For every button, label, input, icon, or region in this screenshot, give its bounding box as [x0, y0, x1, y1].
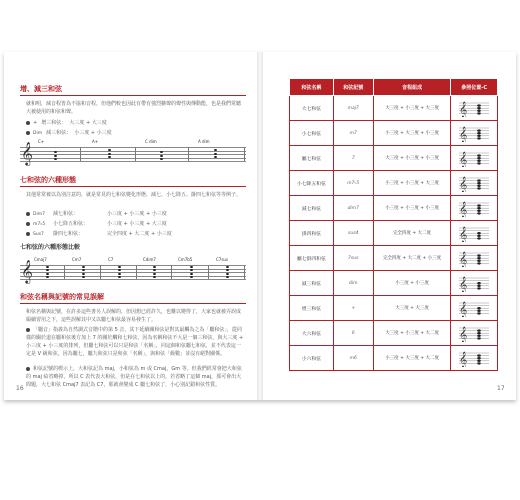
table-row — [290, 346, 498, 371]
chord-name-cell: 增三和弦 — [290, 296, 334, 321]
column-header: 音程組成 — [373, 79, 451, 96]
chord-label: A dim — [198, 139, 210, 144]
list-item: Dim 減三和弦： 小三度 + 小三度 — [26, 129, 112, 138]
treble-clef-icon: 𝄞 — [459, 352, 468, 367]
interval-cell: 完全四度 + 大二度 + 小三度 — [373, 246, 451, 271]
interval-cell: 小三度 + 大三度 + 大二度 — [373, 346, 451, 371]
section-divider — [20, 303, 246, 304]
right-page — [263, 52, 516, 400]
chord-symbol-cell: m7♭5 — [333, 171, 373, 196]
treble-clef-icon: 𝄞 — [21, 141, 33, 165]
chord-label: Cm7b5 — [178, 257, 193, 262]
chord-symbol-cell: + — [333, 296, 373, 321]
chord-name-cell: 大七和弦 — [290, 96, 334, 121]
treble-clef-icon: 𝄞 — [459, 102, 468, 117]
mini-staff-icon — [457, 324, 491, 342]
table-row — [290, 121, 498, 146]
list-item: m7♭5 小七降五和弦： 小三度 + 小三度 + 大三度 — [26, 220, 167, 229]
chord-name-cell: 屬七掛四和弦 — [290, 246, 334, 271]
treble-clef-icon: 𝄞 — [459, 202, 468, 217]
list-item: 「屬音」指義為自然調式音階中的第 5 音，其下延續關和弦是對其最觸為之為「屬和弦」，從同樣的關於道在屬和弦後方加上 7 的關於觸和七和弦，因為名稱和弦不大是一個三和弦，與大三度 + 小三度 + 小三度的排列，但屬七和弦可以只是和弦「名稱」，同這個和弦屬七和弦，並不代表這一定是 V 級和弦，因為屬七，屬九和弦只是和弦「名稱」，與和弦「級數」並沒有絕對關係。 — [26, 327, 244, 357]
mini-staff-icon — [457, 249, 491, 267]
bullet-icon — [26, 367, 30, 371]
mini-staff-icon — [457, 274, 491, 292]
chord-symbol-cell: m6 — [333, 346, 373, 371]
chord-symbol-cell: 6 — [333, 321, 373, 346]
section-body: 其他常常被以為別注意的，就是常見的七和弦變化形態，減七、小七降五、掛四七和弦等等例子。 — [26, 192, 242, 198]
table-body — [290, 96, 498, 371]
list-item: Sus7 掛四七和弦： 完全四度 + 大二度 + 小三度 — [26, 230, 172, 239]
left-page — [4, 52, 257, 400]
table-row — [290, 196, 498, 221]
chord-label: C dim — [145, 139, 157, 144]
mini-staff-icon — [457, 99, 491, 117]
reference-staff-cell — [451, 196, 498, 221]
chord-symbol-cell: sus4 — [333, 221, 373, 246]
chord-name-cell: 大六和弦 — [290, 321, 334, 346]
bullet-icon — [26, 212, 30, 216]
chord-symbol-cell: 7 — [333, 146, 373, 171]
treble-clef-icon: 𝄞 — [459, 252, 468, 267]
treble-clef-icon: 𝄞 — [459, 227, 468, 242]
mini-staff-icon — [457, 299, 491, 317]
mini-staff-icon — [457, 349, 491, 367]
bullet-icon — [26, 222, 30, 226]
chord-label: Cm7 — [72, 257, 82, 262]
subheading: 七和弦的六種形態比較 — [20, 244, 81, 251]
chord-symbol-cell: dim7 — [333, 196, 373, 221]
column-header: 和弦名稱 — [290, 79, 334, 96]
chord-name-cell: 小六和弦 — [290, 346, 334, 371]
page-number: 16 — [16, 385, 24, 392]
table-row — [290, 146, 498, 171]
interval-cell: 小三度 + 大三度 + 小三度 — [373, 121, 451, 146]
list-item: + 增三和弦： 大三度 + 大三度 — [26, 119, 107, 127]
chord-name-cell: 屬七和弦 — [290, 146, 334, 171]
section-body: 就和明，減音程皆為不協和音程，但他們較也因此有帶有強烈擴聲的聲性與傳動能，也是我們常聽大被使用的和弦和聲。 — [26, 101, 242, 115]
table-row — [290, 271, 498, 296]
mini-staff-icon — [457, 149, 491, 167]
column-header: 和弦記號 — [333, 79, 373, 96]
reference-staff-cell — [451, 271, 498, 296]
book-spread — [4, 52, 516, 400]
interval-cell: 小三度 + 小三度 + 小三度 — [373, 196, 451, 221]
reference-staff-cell — [451, 146, 498, 171]
treble-clef-icon: 𝄞 — [459, 277, 468, 292]
chord-label: Cmaj7 — [34, 257, 47, 262]
mini-staff-icon — [457, 224, 491, 242]
page-number: 17 — [497, 385, 505, 392]
interval-cell: 大三度 + 小三度 + 小三度 — [373, 146, 451, 171]
bullet-icon — [26, 328, 30, 332]
table-header-row — [290, 79, 498, 96]
interval-cell: 小三度 + 小三度 + 大三度 — [373, 171, 451, 196]
treble-clef-icon: 𝄞 — [459, 177, 468, 192]
reference-staff-cell — [451, 296, 498, 321]
column-header: 參照位置-C — [451, 79, 498, 96]
chord-table — [289, 78, 498, 371]
mini-staff-icon — [457, 124, 491, 142]
table-row — [290, 321, 498, 346]
list-item: 和弦記號的標示上，大和弦記為 maj，小和弦為 m 或 Cmaj，Gm 等。但我們經常會把大和弦的 maj 給省略掉，所以 C 表代表大和弦，但是在七和弦以上的，若省略了這個 maj，那可會出大問題，大七和弦 Cmaj7 表記為 C7，那就會變成 C 屬七和弦了，小心別記錯和弦性質。 — [26, 366, 242, 388]
list-item: Dim7 減七和弦： 小三度 + 小三度 + 小三度 — [26, 210, 167, 219]
reference-staff-cell — [451, 321, 498, 346]
treble-clef-icon: 𝄞 — [21, 259, 33, 283]
music-staff-seventh-chords — [20, 257, 246, 283]
section-title-misconceptions: 和弦名稱與記號的常見誤解 — [20, 293, 104, 301]
chord-label: C7sus — [216, 257, 229, 262]
mini-staff-icon — [457, 174, 491, 192]
reference-staff-cell — [451, 121, 498, 146]
chord-name-cell: 減七和弦 — [290, 196, 334, 221]
reference-staff-cell — [451, 171, 498, 196]
bullet-icon — [26, 232, 30, 236]
table-row — [290, 96, 498, 121]
chord-symbol-cell: maj7 — [333, 96, 373, 121]
bullet-icon — [26, 131, 30, 135]
chord-label: Cdim7 — [143, 257, 156, 262]
treble-clef-icon: 𝄞 — [459, 302, 468, 317]
treble-clef-icon: 𝄞 — [459, 152, 468, 167]
interval-cell: 小三度 + 小三度 — [373, 271, 451, 296]
mini-staff-icon — [457, 199, 491, 217]
table-row — [290, 171, 498, 196]
section-title-seventh-chords: 七和弦的六種形態 — [20, 176, 76, 184]
chord-label: C7 — [108, 257, 114, 262]
chord-label: A+ — [92, 139, 99, 144]
chord-name-cell: 減三和弦 — [290, 271, 334, 296]
reference-staff-cell — [451, 96, 498, 121]
interval-cell: 大三度 + 小三度 + 大三度 — [373, 96, 451, 121]
reference-staff-cell — [451, 246, 498, 271]
reference-staff-cell — [451, 346, 498, 371]
table-row — [290, 296, 498, 321]
treble-clef-icon: 𝄞 — [459, 327, 468, 342]
section-body: 和弦名稱與記號，在許多這些書另人誤解的，但因想已經許久，也難以變得了，大家也就被弄誤成綴續習用之下，這些誤解其中又以屬七和弦最容易發生了。 — [26, 309, 242, 323]
music-staff-aug-dim — [20, 139, 246, 165]
interval-cell: 完全四度 + 大二度 — [373, 221, 451, 246]
chord-symbol-cell: m7 — [333, 121, 373, 146]
chord-name-cell: 掛四和弦 — [290, 221, 334, 246]
chord-name-cell: 小七降五和弦 — [290, 171, 334, 196]
bullet-icon — [26, 121, 30, 125]
section-title-aug-dim: 增、減三和弦 — [20, 85, 62, 93]
chord-symbol-cell: dim — [333, 271, 373, 296]
treble-clef-icon: 𝄞 — [459, 127, 468, 142]
interval-cell: 大三度 + 大三度 — [373, 296, 451, 321]
table-row — [290, 221, 498, 246]
chord-name-cell: 小七和弦 — [290, 121, 334, 146]
section-divider — [20, 186, 246, 187]
chord-label: C+ — [38, 139, 45, 144]
chord-symbol-cell: 7sus — [333, 246, 373, 271]
section-divider — [20, 95, 246, 96]
reference-staff-cell — [451, 221, 498, 246]
interval-cell: 大三度 + 小三度 + 大二度 — [373, 321, 451, 346]
table-row — [290, 246, 498, 271]
